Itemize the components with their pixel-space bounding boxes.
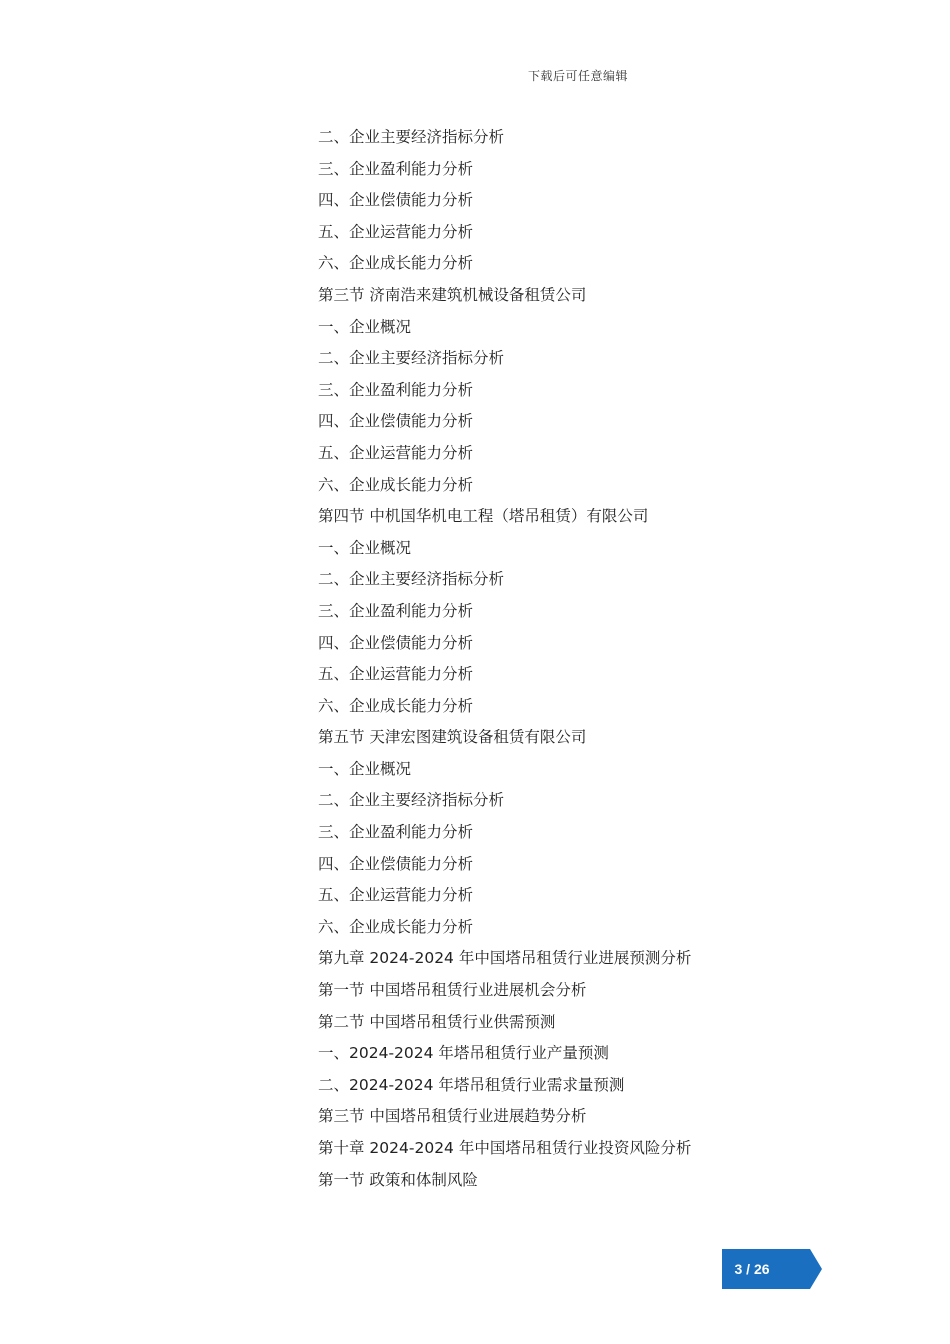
header-note: 下载后可任意编辑 bbox=[527, 69, 628, 83]
toc-entry: 二、企业主要经济指标分析 bbox=[318, 349, 505, 368]
toc-entry: 第一节 中国塔吊租赁行业进展机会分析 bbox=[318, 981, 587, 1000]
toc-entry: 第二节 中国塔吊租赁行业供需预测 bbox=[318, 1012, 556, 1031]
toc-entry: 五、企业运营能力分析 bbox=[318, 665, 474, 684]
toc-entry: 三、企业盈利能力分析 bbox=[318, 823, 474, 842]
toc-entry: 五、企业运营能力分析 bbox=[318, 222, 474, 241]
toc-entry: 第一节 政策和体制风险 bbox=[318, 1170, 478, 1189]
toc-entry: 二、企业主要经济指标分析 bbox=[318, 570, 505, 589]
toc-entry: 六、企业成长能力分析 bbox=[318, 254, 474, 273]
page-number: 3 / 26 bbox=[734, 1261, 770, 1277]
toc-entry: 第三节 济南浩来建筑机械设备租赁公司 bbox=[318, 285, 587, 304]
toc-entry: 一、企业概况 bbox=[318, 759, 412, 778]
toc-entry: 三、企业盈利能力分析 bbox=[318, 159, 474, 178]
toc-entry: 三、企业盈利能力分析 bbox=[318, 601, 474, 620]
toc-entry: 三、企业盈利能力分析 bbox=[318, 380, 474, 399]
toc-entry: 二、企业主要经济指标分析 bbox=[318, 791, 505, 810]
toc-entry: 第五节 天津宏图建筑设备租赁有限公司 bbox=[318, 728, 587, 747]
toc-entry: 第十章 2024-2024 年中国塔吊租赁行业投资风险分析 bbox=[318, 1139, 692, 1157]
toc-entry: 四、企业偿债能力分析 bbox=[318, 854, 474, 873]
toc-entry: 一、2024-2024 年塔吊租赁行业产量预测 bbox=[318, 1044, 609, 1063]
toc-entry: 一、企业概况 bbox=[318, 317, 412, 336]
toc-entry: 六、企业成长能力分析 bbox=[318, 696, 474, 715]
table-of-contents bbox=[318, 122, 838, 1196]
toc-entry: 四、企业偿债能力分析 bbox=[318, 412, 474, 431]
toc-entry: 一、企业概况 bbox=[318, 538, 412, 557]
toc-entry: 四、企业偿债能力分析 bbox=[318, 191, 474, 210]
toc-entry: 六、企业成长能力分析 bbox=[318, 475, 474, 494]
toc-entry: 第九章 2024-2024 年中国塔吊租赁行业进展预测分析 bbox=[318, 949, 692, 968]
toc-entry: 第四节 中机国华机电工程（塔吊租赁）有限公司 bbox=[318, 507, 649, 526]
toc-entry: 六、企业成长能力分析 bbox=[318, 917, 474, 936]
toc-entry: 二、企业主要经济指标分析 bbox=[318, 128, 505, 146]
toc-entry: 二、2024-2024 年塔吊租赁行业需求量预测 bbox=[318, 1075, 625, 1094]
toc-entry: 五、企业运营能力分析 bbox=[318, 886, 474, 905]
toc-entry: 五、企业运营能力分析 bbox=[318, 443, 474, 462]
toc-entry: 第三节 中国塔吊租赁行业进展趋势分析 bbox=[318, 1107, 587, 1126]
toc-entry: 四、企业偿债能力分析 bbox=[318, 633, 474, 652]
page-indicator bbox=[722, 1249, 822, 1289]
